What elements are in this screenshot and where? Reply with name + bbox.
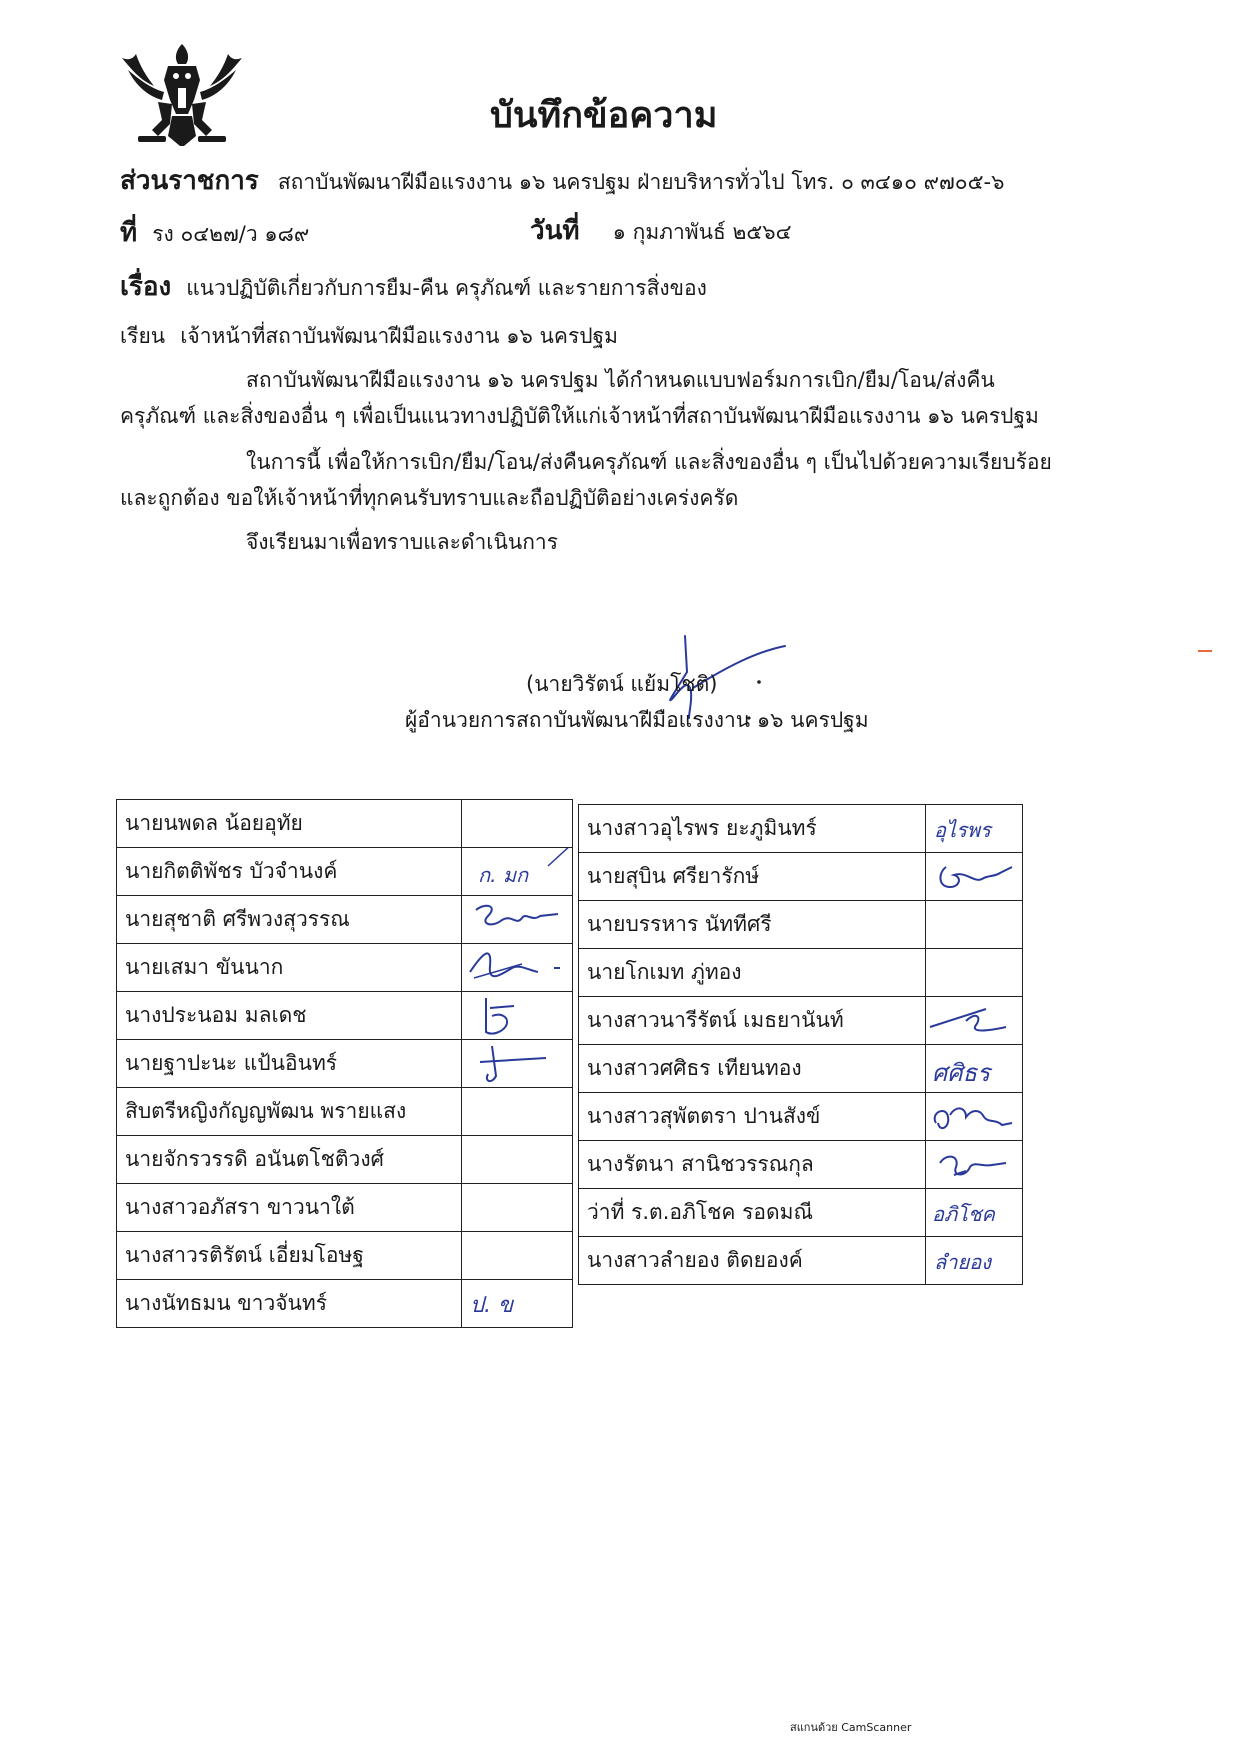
signature-cell	[926, 1093, 1023, 1141]
scan-artifact-mark	[1198, 650, 1212, 652]
paragraph-1-line-1: สถาบันพัฒนาฝีมือแรงงาน ๑๖ นครปฐม ได้กำหนดแบบฟอร์มการเบิก/ยืม/โอน/ส่งคืน	[246, 368, 995, 392]
staff-name: สิบตรีหญิงกัญญพัฒน พรายแสง	[117, 1088, 462, 1136]
table-row	[579, 853, 1023, 901]
acknowledgement-table-right	[578, 804, 1023, 1285]
signature-cell	[462, 944, 573, 992]
signature-cell	[462, 1232, 573, 1280]
signature-cell	[926, 949, 1023, 997]
staff-name: นางสาวนารีรัตน์ เมธยานันท์	[579, 997, 926, 1045]
signature-mark-icon	[926, 805, 1022, 852]
signature-mark-icon	[926, 1189, 1022, 1236]
signature-cell	[926, 1189, 1023, 1237]
svg-text:ก. มก: ก. มก	[478, 863, 529, 887]
signature-cell	[462, 800, 573, 848]
recipient-value: เจ้าหน้าที่สถาบันพัฒนาฝีมือแรงงาน ๑๖ นครปฐม	[180, 324, 618, 348]
svg-text:ป. ข: ป. ข	[470, 1293, 513, 1318]
table-row	[117, 1088, 573, 1136]
table-row	[117, 848, 573, 896]
subject-label: เรื่อง	[120, 272, 172, 302]
recipient-label: เรียน	[120, 324, 166, 348]
table-row	[117, 1280, 573, 1328]
table-row	[579, 997, 1023, 1045]
date-label: วันที่	[530, 216, 580, 246]
signature-mark-icon	[926, 997, 1022, 1044]
closing-line: จึงเรียนมาเพื่อทราบและดำเนินการ	[246, 530, 558, 554]
table-row	[117, 896, 573, 944]
recipient-row	[120, 320, 618, 353]
signatory-name: (นายวิรัตน์ แย้มโชติ)	[526, 672, 718, 696]
signature-mark-icon	[462, 848, 572, 895]
scanner-footer: สแกนด้วย CamScanner	[790, 1721, 912, 1734]
paragraph-2-line-1: ในการนี้ เพื่อให้การเบิก/ยืม/โอน/ส่งคืนครุภัณฑ์ และสิ่งของอื่น ๆ เป็นไปด้วยความเรียบร้อย	[246, 450, 1052, 474]
table-row	[117, 1232, 573, 1280]
staff-name: ว่าที่ ร.ต.อภิโชค รอดมณี	[579, 1189, 926, 1237]
paragraph-1-line-2: ครุภัณฑ์ และสิ่งของอื่น ๆ เพื่อเป็นแนวทางปฏิบัติให้แก่เจ้าหน้าที่สถาบันพัฒนาฝีมือแรงงาน ๑๖ นครปฐม	[120, 404, 1039, 428]
signature-mark-icon	[926, 1093, 1022, 1140]
signature-cell	[926, 805, 1023, 853]
table-row	[117, 944, 573, 992]
doc-number-row	[120, 212, 309, 253]
signature-cell	[462, 848, 573, 896]
staff-name: นายสุบิน ศรียารักษ์	[579, 853, 926, 901]
department-row	[120, 160, 1004, 201]
signature-mark-icon	[926, 1237, 1022, 1284]
table-row	[579, 901, 1023, 949]
memo-title: บันทึกข้อความ	[490, 95, 718, 136]
staff-name: นายจักรวรรดิ อนันตโชติวงศ์	[117, 1136, 462, 1184]
table-row	[117, 1136, 573, 1184]
signature-cell	[926, 1237, 1023, 1285]
signature-mark-icon	[926, 853, 1022, 900]
date-row	[530, 210, 791, 251]
table-row	[579, 1045, 1023, 1093]
subject-row	[120, 266, 707, 307]
signature-cell	[462, 1088, 573, 1136]
table-row	[579, 949, 1023, 997]
table-row	[117, 1184, 573, 1232]
garuda-emblem-icon	[118, 40, 246, 152]
department-value: สถาบันพัฒนาฝีมือแรงงาน ๑๖ นครปฐม ฝ่ายบริหารทั่วไป โทร. ๐ ๓๔๑๐ ๙๗๐๕-๖	[277, 170, 1005, 194]
staff-name: นายฐาปะนะ แป้นอินทร์	[117, 1040, 462, 1088]
signature-cell	[462, 1136, 573, 1184]
staff-name: นางรัตนา สานิชวรรณกุล	[579, 1141, 926, 1189]
table-row	[579, 1237, 1023, 1285]
table-row	[579, 1141, 1023, 1189]
doc-number-label: ที่	[120, 218, 138, 248]
signature-cell	[462, 1184, 573, 1232]
staff-name: นายนพดล น้อยอุทัย	[117, 800, 462, 848]
staff-name: นายบรรหาร นัททีศรี	[579, 901, 926, 949]
signatory-position: ผู้อำนวยการสถาบันพัฒนาฝีมือแรงงาน ๑๖ นครปฐม	[405, 708, 869, 732]
acknowledgement-table-left	[116, 799, 573, 1328]
signature-cell	[926, 1045, 1023, 1093]
signature-cell	[462, 896, 573, 944]
signature-mark-icon	[462, 1280, 572, 1327]
signature-cell	[462, 1040, 573, 1088]
signature-mark-icon	[462, 992, 572, 1039]
staff-name: นางสาวศศิธร เทียนทอง	[579, 1045, 926, 1093]
table-row	[117, 992, 573, 1040]
staff-name: นายโกเมท ภู่ทอง	[579, 949, 926, 997]
staff-name: นายเสมา ขันนาก	[117, 944, 462, 992]
signature-mark-icon	[462, 1040, 572, 1087]
staff-name: นางนัทธมน ขาวจันทร์	[117, 1280, 462, 1328]
svg-text:อภิโชค: อภิโชค	[932, 1202, 995, 1226]
date-value: ๑ กุมภาพันธ์ ๒๕๖๔	[612, 220, 792, 244]
doc-number-value: รง ๐๔๒๗/ว ๑๘๙	[152, 222, 310, 246]
table-row	[579, 1093, 1023, 1141]
svg-text:ศศิธร: ศศิธร	[932, 1059, 991, 1087]
table-row	[117, 1040, 573, 1088]
staff-name: นายสุชาติ ศรีพวงสุวรรณ	[117, 896, 462, 944]
signature-mark-icon	[926, 1045, 1022, 1092]
staff-name: นายกิตติพัชร บัวจำนงค์	[117, 848, 462, 896]
table-row	[579, 805, 1023, 853]
signature-cell	[462, 1280, 573, 1328]
table-row	[117, 800, 573, 848]
signature-cell	[462, 992, 573, 1040]
signature-mark-icon	[462, 896, 572, 943]
staff-name: นางสาวสุพัตตรา ปานสังข์	[579, 1093, 926, 1141]
paragraph-2-line-2: และถูกต้อง ขอให้เจ้าหน้าที่ทุกคนรับทราบและถือปฏิบัติอย่างเคร่งครัด	[120, 486, 739, 510]
signature-cell	[926, 901, 1023, 949]
signature-cell	[926, 1141, 1023, 1189]
department-label: ส่วนราชการ	[120, 166, 259, 196]
staff-name: นางประนอม มลเดช	[117, 992, 462, 1040]
staff-name: นางสาวลำยอง ติดยองค์	[579, 1237, 926, 1285]
table-row	[579, 1189, 1023, 1237]
subject-value: แนวปฏิบัติเกี่ยวกับการยืม-คืน ครุภัณฑ์ และรายการสิ่งของ	[186, 276, 707, 300]
svg-text:ลำยอง: ลำยอง	[934, 1250, 991, 1274]
signature-cell	[926, 853, 1023, 901]
svg-text:อุไรพร: อุไรพร	[934, 818, 991, 842]
staff-name: นางสาวอภัสรา ขาวนาใต้	[117, 1184, 462, 1232]
staff-name: นางสาวรติรัตน์ เอี่ยมโอษฐ	[117, 1232, 462, 1280]
staff-name: นางสาวอุไรพร ยะภูมินทร์	[579, 805, 926, 853]
signature-mark-icon	[926, 1141, 1022, 1188]
signature-mark-icon	[462, 944, 572, 991]
signature-cell	[926, 997, 1023, 1045]
